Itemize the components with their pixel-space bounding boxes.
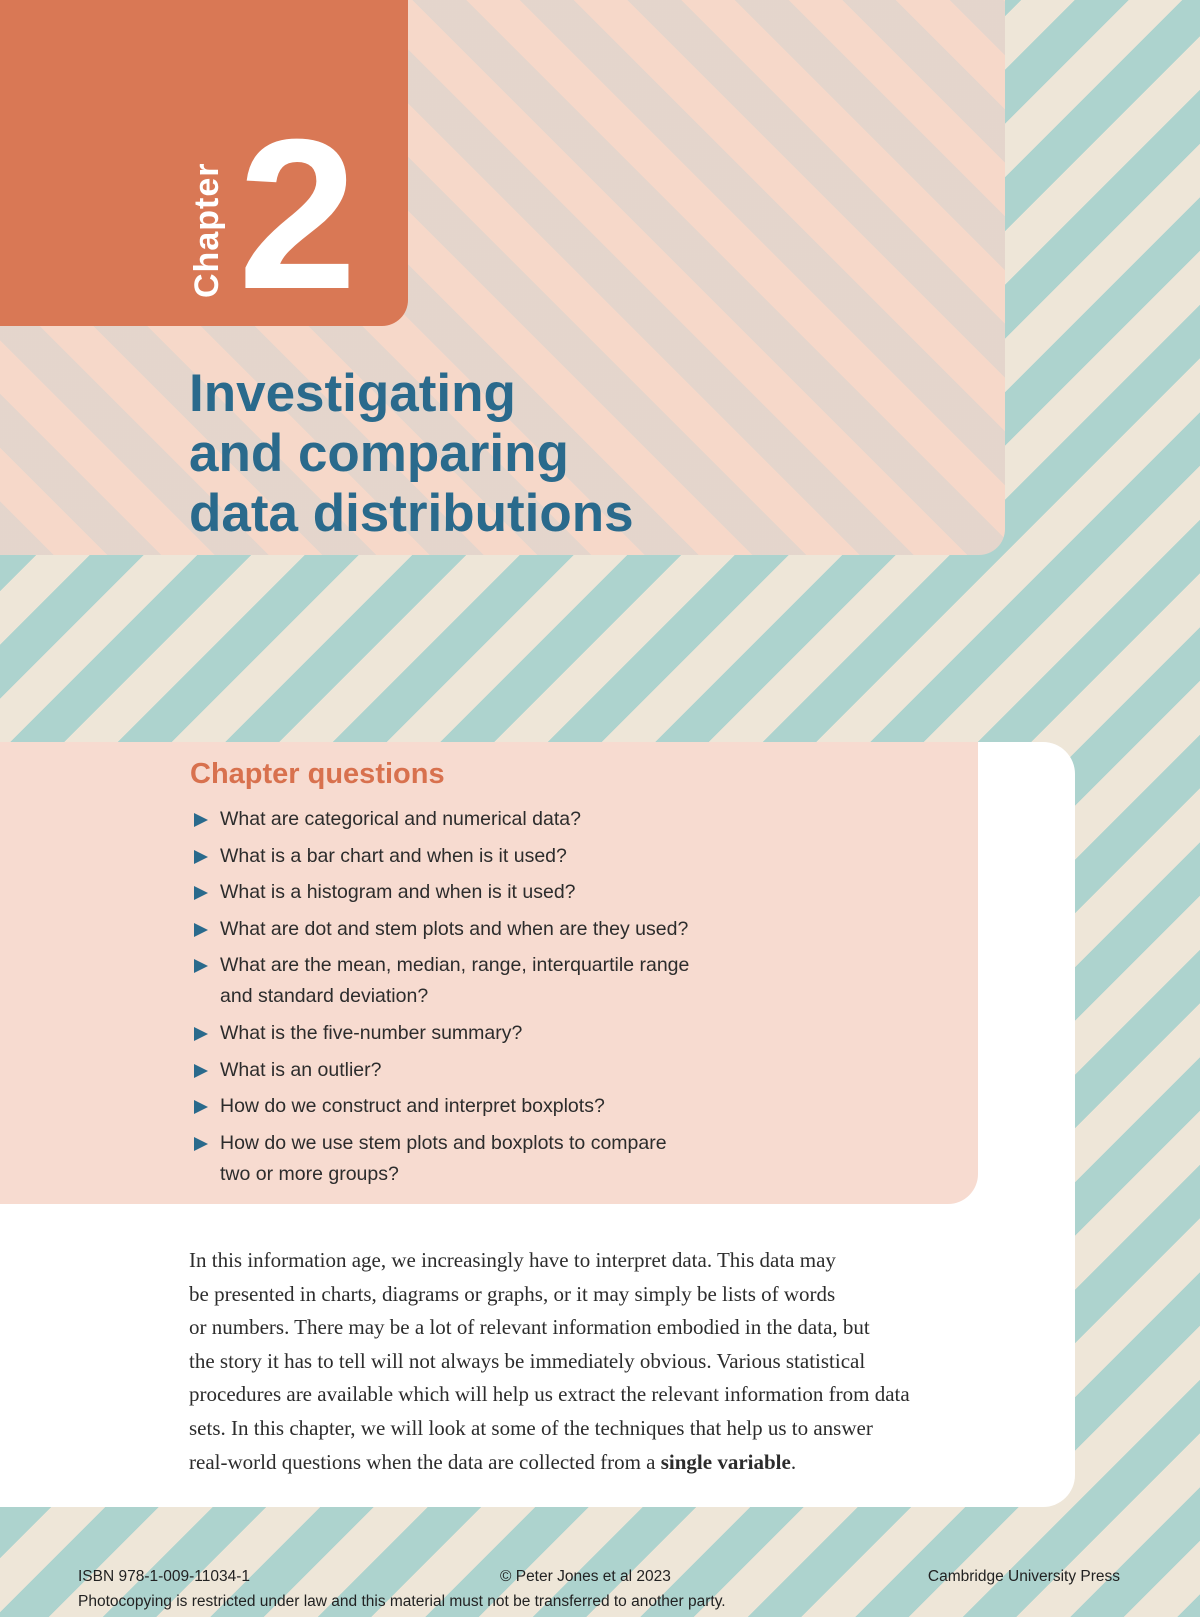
chapter-title <box>189 364 634 544</box>
triangle-bullet-icon <box>194 1100 208 1114</box>
intro-line: or numbers. There may be a lot of relevant information embodied in the data, but <box>189 1315 870 1340</box>
intro-line: procedures are available which will help us extract the relevant information from data <box>189 1382 910 1407</box>
question-text: What are categorical and numerical data? <box>220 808 581 830</box>
intro-line: In this information age, we increasingly have to interpret data. This data may <box>189 1248 836 1272</box>
question-text-continued: two or more groups? <box>220 1162 399 1185</box>
triangle-bullet-icon <box>194 959 208 973</box>
triangle-bullet-icon <box>194 813 208 827</box>
footer-publisher: Cambridge University Press <box>927 1568 1120 1585</box>
footer-note: Photocopying is restricted under law and this material must not be transferred to another party. <box>78 1593 726 1610</box>
intro-line: sets. In this chapter, we will look at some of the techniques that help us to answer <box>189 1415 873 1440</box>
question-text: What is an outlier? <box>220 1058 382 1081</box>
chapter-title-line: Investigating <box>189 364 516 423</box>
list-item <box>192 1091 812 1122</box>
intro-paragraph <box>189 1244 1019 1479</box>
question-text-continued: and standard deviation? <box>220 985 429 1008</box>
intro-line: the story it has to tell will not always be immediately obvious. Various statistical <box>189 1348 866 1373</box>
list-item <box>192 1018 812 1049</box>
triangle-bullet-icon <box>194 1064 208 1078</box>
intro-line: be presented in charts, diagrams or graphs, or it may simply be lists of words <box>189 1281 836 1306</box>
question-text: What are dot and stem plots and when are they used? <box>220 917 689 940</box>
chapter-number: 2 <box>238 95 358 334</box>
footer-isbn: ISBN 978-1-009-11034-1 <box>78 1568 251 1585</box>
list-item <box>192 950 812 1012</box>
chapter-questions-heading: Chapter questions <box>190 758 445 790</box>
list-item <box>192 1055 812 1086</box>
question-text: How do we use stem plots and boxplots to compare <box>220 1131 667 1154</box>
question-text: What is a histogram and when is it used? <box>220 881 576 904</box>
chapter-label: Chapter <box>188 162 226 298</box>
question-text: What is a bar chart and when is it used? <box>220 844 567 867</box>
triangle-bullet-icon <box>194 1027 208 1041</box>
triangle-bullet-icon <box>194 886 208 900</box>
triangle-bullet-icon <box>194 850 208 864</box>
intro-line: real-world questions when the data are collected from a <box>189 1449 661 1474</box>
triangle-bullet-icon <box>194 1137 208 1151</box>
chapter-title-line: data distributions <box>189 484 634 543</box>
list-item <box>192 1128 812 1190</box>
list-item <box>192 914 812 945</box>
intro-line-end: . <box>790 1449 797 1474</box>
footer <box>78 1568 1120 1590</box>
list-item <box>192 841 812 872</box>
list-item <box>192 877 812 908</box>
list-item <box>192 804 812 835</box>
footer-copyright: © Peter Jones et al 2023 <box>500 1568 671 1585</box>
chapter-questions-list <box>192 804 812 1195</box>
key-term: single variable <box>660 1449 791 1474</box>
chapter-title-line: and comparing <box>189 424 569 483</box>
question-text: What are the mean, median, range, interquartile range <box>220 954 690 977</box>
question-text: What is the five-number summary? <box>220 1021 523 1044</box>
triangle-bullet-icon <box>194 923 208 937</box>
question-text: How do we construct and interpret boxplots? <box>220 1095 605 1118</box>
